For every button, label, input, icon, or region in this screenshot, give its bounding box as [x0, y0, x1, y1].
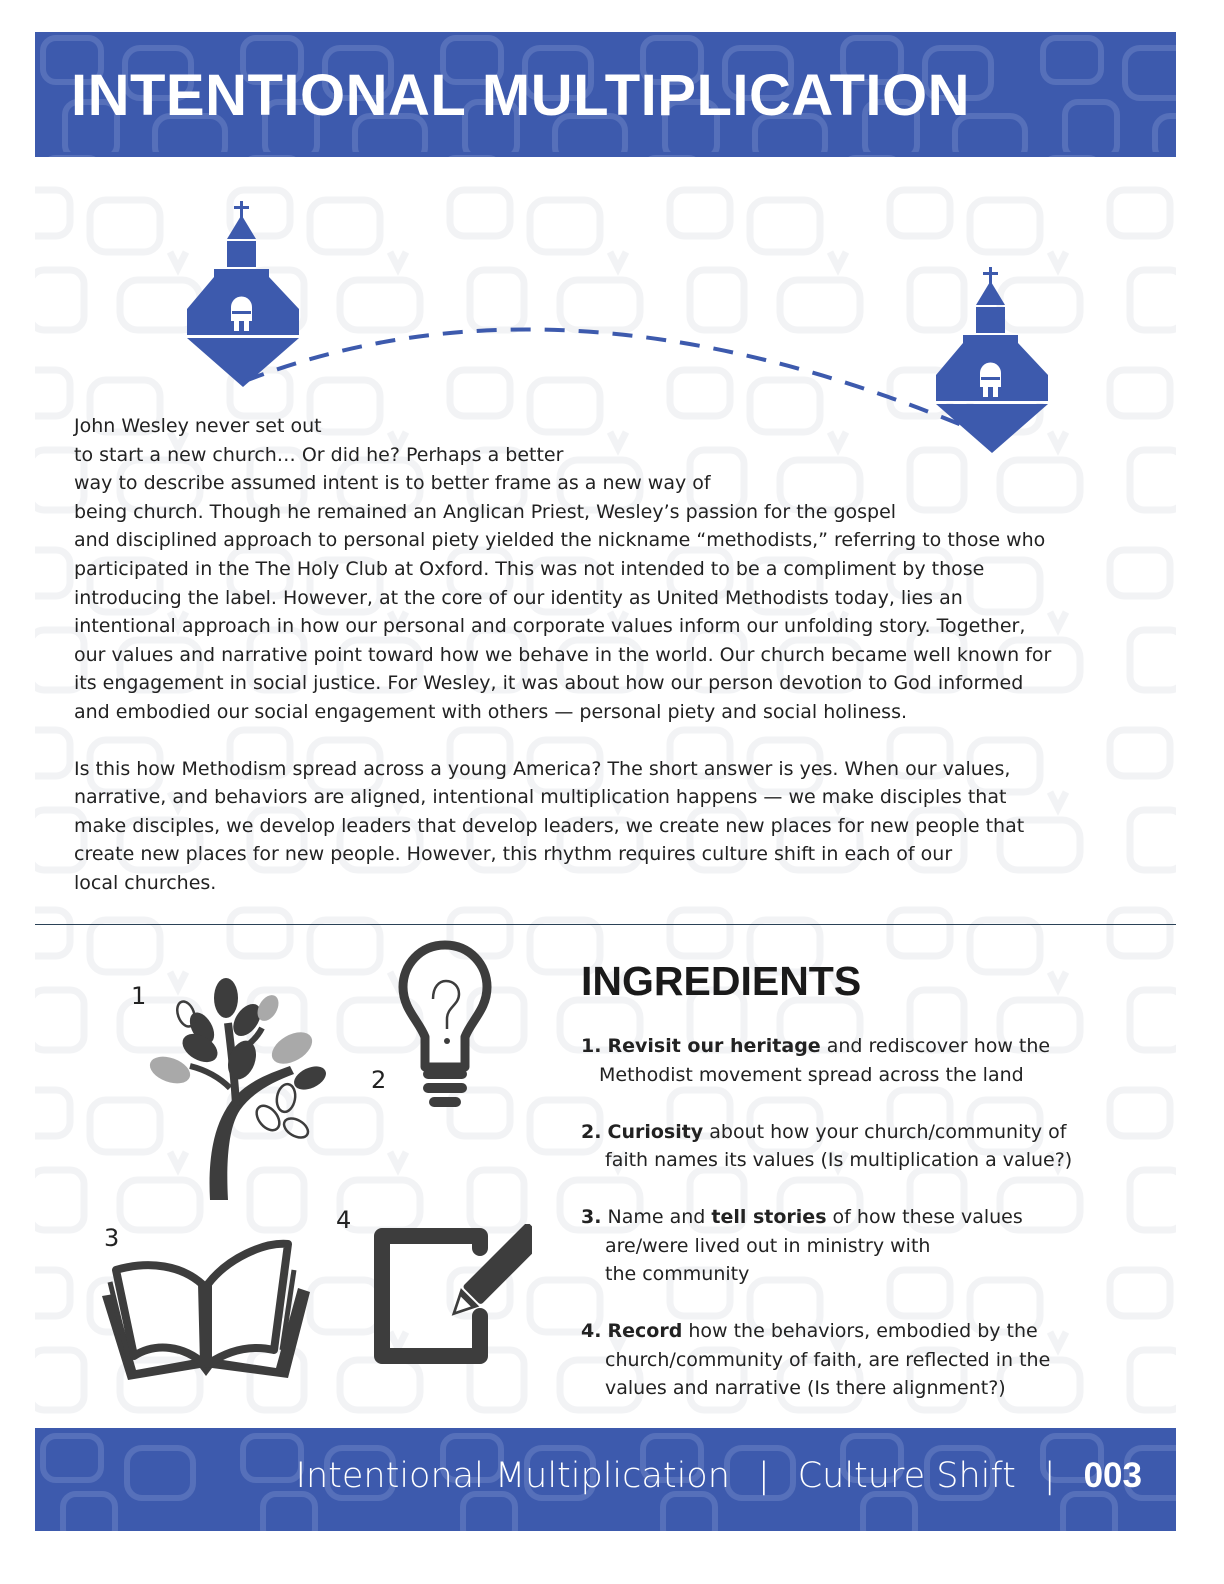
text-line: way to describe assumed intent is to better frame as a new way of [74, 472, 711, 495]
text-line: introducing the label. However, at the core of our identity as United Methodists today, lies an [74, 586, 963, 609]
icon-number-4: 4 [336, 1206, 352, 1234]
item-text: and rediscover how the [820, 1035, 1051, 1057]
list-item [581, 1317, 1141, 1403]
open-book-icon [98, 1232, 314, 1382]
item-text: values and narrative (Is there alignment?) [605, 1377, 1006, 1399]
list-item [581, 1203, 1141, 1289]
item-text: the community [605, 1263, 750, 1285]
item-text: Name and [601, 1206, 712, 1228]
text-line: and disciplined approach to personal piety yielded the nickname “methodists,” referring to those who [74, 529, 1046, 552]
item-emphasis: tell stories [711, 1206, 827, 1228]
text-line: create new places for new people. However, this rhythm requires culture shift in each of our [74, 843, 953, 866]
text-line: its engagement in social justice. For Wesley, it was about how our person devotion to God informed [74, 672, 1024, 695]
list-item [581, 1032, 1141, 1089]
intro-text [74, 412, 1164, 898]
item-text: are/were lived out in ministry with [605, 1234, 931, 1257]
page-number: 003 [1083, 1456, 1142, 1495]
item-number: 4. [581, 1320, 602, 1342]
text-line: Is this how Methodism spread across a young America? The short answer is yes. When our values, [74, 757, 1011, 780]
footer-banner [35, 1428, 1176, 1531]
item-text: of how these values [826, 1206, 1023, 1228]
intro-paragraph-2 [74, 755, 1164, 898]
item-number: 2. [581, 1120, 602, 1143]
ingredients-list [581, 1032, 1141, 1431]
tree-icon [140, 978, 330, 1200]
footer-series-title: Culture Shift [797, 1456, 1016, 1496]
item-text: church/community of faith, are reflected in the [605, 1348, 1051, 1371]
item-emphasis: Revisit our heritage [607, 1035, 821, 1057]
footer-separator: | [757, 1456, 770, 1496]
footer-doc-title: Intentional Multiplication [295, 1456, 730, 1496]
text-line: to start a new church… Or did he? Perhaps a better [74, 443, 564, 466]
item-emphasis: Curiosity [607, 1120, 704, 1143]
icon-number-3: 3 [104, 1224, 120, 1252]
list-item [581, 1118, 1141, 1175]
footer-separator: | [1043, 1456, 1056, 1496]
text-line: and embodied our social engagement with others — personal piety and social holiness. [74, 700, 908, 723]
intro-paragraph-1 [74, 412, 1164, 727]
icon-number-2: 2 [371, 1066, 387, 1094]
item-text: Methodist movement spread across the land [599, 1063, 1024, 1086]
text-line: John Wesley never set out [74, 415, 322, 437]
text-line: participated in the The Holy Club at Oxford. This was not intended to be a compliment by those [74, 557, 985, 580]
item-text: faith names its values (Is multiplication a value?) [605, 1149, 1073, 1171]
ingredients-heading: INGREDIENTS [581, 958, 862, 1004]
text-line: local churches. [74, 871, 217, 894]
lightbulb-question-icon [395, 937, 495, 1113]
section-divider [35, 924, 1176, 925]
text-line: intentional approach in how our personal and corporate values inform our unfolding story. Together, [74, 615, 1026, 638]
item-emphasis: Record [607, 1320, 683, 1342]
page-title: INTENTIONAL MULTIPLICATION [71, 63, 971, 128]
text-line: make disciples, we develop leaders that develop leaders, we create new places for new people that [74, 814, 1025, 837]
text-line: our values and narrative point toward how we behave in the world. Our church became well known for [74, 643, 1052, 666]
item-text: about how your church/community of [703, 1120, 1067, 1143]
header-banner [35, 32, 1176, 157]
text-line: narrative, and behaviors are aligned, intentional multiplication happens — we make disciples that [74, 786, 1007, 809]
notepad-pencil-icon [372, 1224, 532, 1366]
item-text: how the behaviors, embodied by the [682, 1320, 1038, 1342]
footer-text [296, 1456, 1142, 1496]
item-number: 3. [581, 1206, 602, 1228]
icon-number-1: 1 [131, 982, 147, 1010]
church-icon [187, 201, 299, 387]
item-number: 1. [581, 1035, 602, 1057]
text-line: being church. Though he remained an Anglican Priest, Wesley’s passion for the gospel [74, 500, 897, 523]
